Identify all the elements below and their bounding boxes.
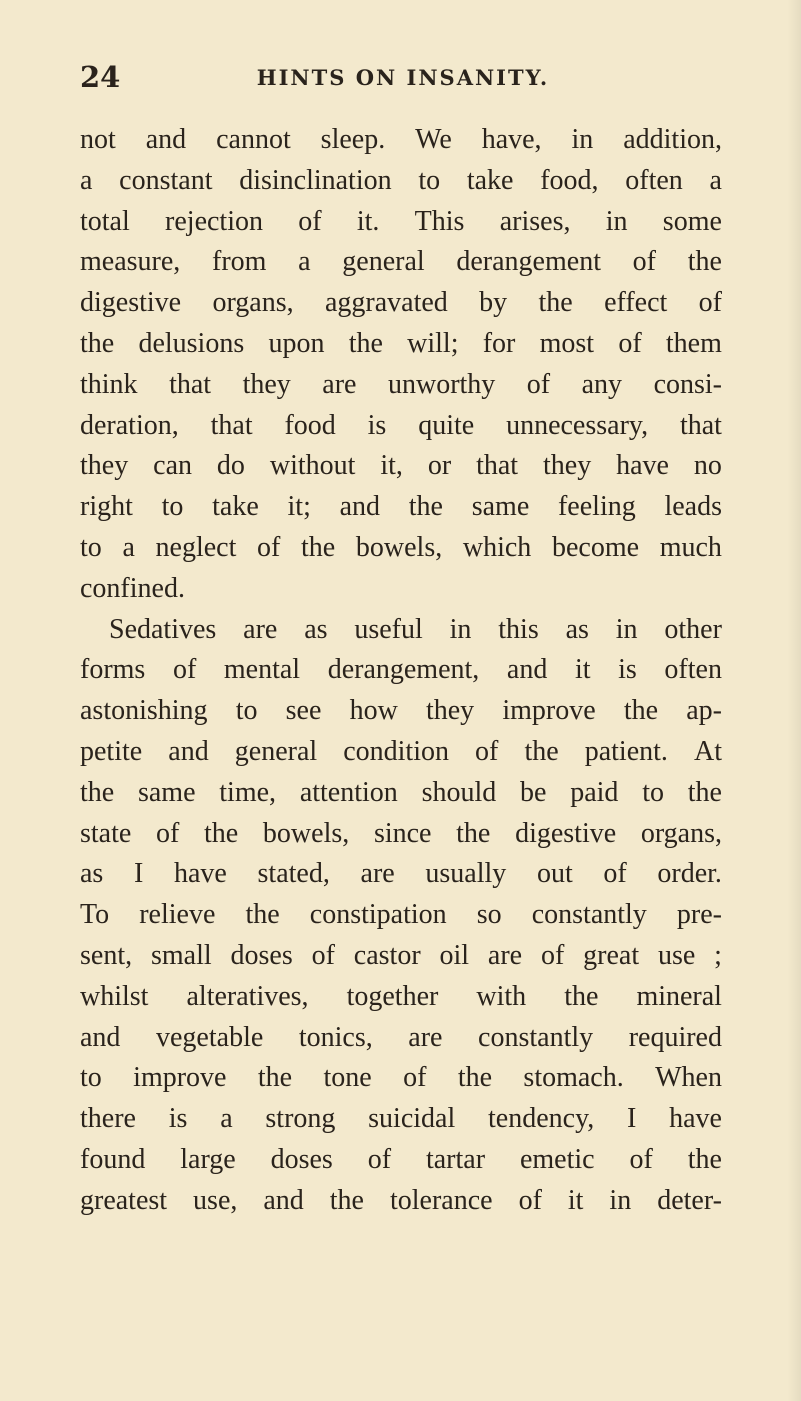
text-word: derangement, xyxy=(327,654,480,686)
text-word: or xyxy=(427,450,452,482)
text-word: and xyxy=(145,124,187,155)
text-line xyxy=(80,528,722,569)
text-word: the xyxy=(80,327,115,359)
text-word: of xyxy=(156,817,180,849)
text-word: of xyxy=(403,1062,427,1094)
text-word: any xyxy=(581,368,623,400)
text-word: which xyxy=(462,531,532,563)
text-word: I xyxy=(134,858,144,890)
text-line xyxy=(80,1181,722,1222)
text-word: of xyxy=(367,1143,392,1175)
text-word: Sedatives xyxy=(109,613,217,645)
text-word: of xyxy=(526,368,551,400)
text-word: they xyxy=(425,695,475,727)
text-word: food xyxy=(284,409,336,441)
text-word: strong xyxy=(265,1103,336,1135)
text-word: a xyxy=(220,1103,233,1135)
text-word: tone xyxy=(323,1062,372,1094)
running-head-title: HINTS ON INSANITY. xyxy=(256,65,550,90)
text-word: of xyxy=(618,327,642,359)
text-word: ; xyxy=(714,939,722,971)
text-word: that xyxy=(169,368,212,400)
text-line xyxy=(80,242,722,283)
text-word: a xyxy=(709,164,722,196)
text-word: oil xyxy=(439,939,470,971)
text-word: leads xyxy=(664,491,722,523)
text-word: and xyxy=(168,735,209,767)
text-word: stated, xyxy=(257,858,330,890)
text-word: that xyxy=(210,409,253,441)
text-line xyxy=(80,446,722,487)
text-word: they xyxy=(242,368,291,400)
text-word: constipation xyxy=(309,899,447,931)
text-word: a xyxy=(122,531,135,563)
text-word: of xyxy=(540,939,565,971)
text-word: doses xyxy=(230,939,293,971)
text-word: use xyxy=(657,939,696,971)
text-word: At xyxy=(693,735,722,767)
text-word: the xyxy=(564,980,599,1012)
text-word: by xyxy=(479,287,508,319)
text-word: with xyxy=(476,980,527,1012)
body-text xyxy=(80,120,722,1222)
text-word: of xyxy=(518,1184,542,1216)
text-word: the xyxy=(245,899,280,931)
text-word: the xyxy=(687,246,722,278)
text-word: food, xyxy=(540,164,599,196)
text-word: this xyxy=(498,613,539,645)
text-word: of xyxy=(698,287,722,319)
text-word: to xyxy=(80,1062,102,1094)
text-line xyxy=(80,1018,722,1059)
text-word: in xyxy=(571,124,594,155)
text-word: neglect xyxy=(155,531,237,563)
text-word: mineral xyxy=(636,980,722,1012)
text-word: other xyxy=(664,613,722,645)
text-word: deter- xyxy=(657,1184,722,1216)
running-head xyxy=(80,60,730,96)
text-word: most xyxy=(539,327,595,359)
text-word: be xyxy=(520,776,547,808)
text-word: sent, xyxy=(80,939,133,971)
text-line xyxy=(80,1058,722,1099)
text-word: of xyxy=(298,205,322,237)
text-line xyxy=(80,1099,722,1140)
text-word: think xyxy=(80,368,138,400)
text-word: from xyxy=(212,246,267,278)
text-word: the xyxy=(257,1062,293,1094)
text-word: the xyxy=(204,817,239,849)
text-line xyxy=(80,283,722,324)
text-word: should xyxy=(421,776,497,808)
text-word: general xyxy=(234,735,318,767)
text-word: it xyxy=(567,1184,584,1216)
text-word: use, xyxy=(193,1184,238,1216)
text-word: and xyxy=(339,491,381,523)
text-word: and xyxy=(506,654,548,686)
text-word: in xyxy=(605,205,628,237)
text-word: the xyxy=(687,1143,722,1175)
text-word: pre- xyxy=(676,899,722,931)
text-word: they xyxy=(542,450,592,482)
text-word: it. xyxy=(356,205,380,237)
text-word: greatest xyxy=(80,1184,168,1216)
text-word: organs, xyxy=(640,817,722,849)
text-line xyxy=(80,324,722,365)
text-word: bowels, xyxy=(355,531,443,563)
text-word: deration, xyxy=(80,409,179,441)
text-word: arises, xyxy=(499,205,571,237)
text-word: the xyxy=(538,287,573,319)
text-word: have xyxy=(174,858,227,890)
text-word: for xyxy=(482,327,516,359)
text-line xyxy=(80,895,722,936)
text-line xyxy=(80,773,722,814)
text-word: a xyxy=(298,246,311,278)
text-word: mental xyxy=(223,654,301,686)
text-word: right xyxy=(80,491,133,523)
text-word: the xyxy=(687,776,722,808)
text-line xyxy=(80,487,722,528)
text-word: how xyxy=(349,695,398,727)
text-word: without xyxy=(269,450,356,482)
text-word: alteratives, xyxy=(186,980,309,1012)
text-word: a xyxy=(80,164,93,196)
text-word: together xyxy=(346,980,439,1012)
text-word: it xyxy=(574,654,591,686)
text-word: the xyxy=(457,1062,493,1094)
text-word: total xyxy=(80,205,130,237)
text-word: of xyxy=(603,858,627,890)
text-word: it, xyxy=(380,450,403,482)
text-word: often xyxy=(625,164,683,196)
text-word: stomach. xyxy=(523,1062,624,1094)
text-word: whilst xyxy=(80,980,149,1012)
text-word: tendency, xyxy=(488,1103,595,1135)
text-word: great xyxy=(583,939,640,971)
text-word: are xyxy=(322,368,357,400)
text-word: order. xyxy=(657,858,722,890)
text-word: constantly xyxy=(478,1021,594,1053)
text-word: consi- xyxy=(653,368,722,400)
text-word: no xyxy=(693,450,722,482)
text-word: the xyxy=(524,735,559,767)
text-line xyxy=(80,161,722,202)
text-word: doses xyxy=(270,1143,333,1175)
text-word: paid xyxy=(570,776,619,808)
text-word: unworthy xyxy=(387,368,496,400)
text-word: to xyxy=(80,531,102,563)
text-word: out xyxy=(536,858,573,890)
text-word: usually xyxy=(425,858,507,890)
text-word: is xyxy=(367,409,387,441)
text-word: cannot xyxy=(216,124,291,155)
text-word: measure, xyxy=(80,246,181,278)
text-word: that xyxy=(476,450,519,482)
text-word: of xyxy=(257,531,281,563)
text-word: patient. xyxy=(584,735,668,767)
text-line xyxy=(80,854,722,895)
text-word: tartar xyxy=(425,1143,486,1175)
text-word: ap- xyxy=(686,695,722,727)
text-line xyxy=(80,691,722,732)
text-word: the xyxy=(348,327,383,359)
text-word: This xyxy=(414,205,465,237)
text-word: sleep. xyxy=(320,124,386,155)
text-word: can xyxy=(153,450,192,482)
text-line xyxy=(80,936,722,977)
text-word: is xyxy=(618,654,637,686)
text-word: constant xyxy=(119,164,213,196)
text-word: large xyxy=(180,1143,236,1175)
text-word: feeling xyxy=(557,491,636,523)
text-word: the xyxy=(408,491,443,523)
text-word: so xyxy=(476,899,502,931)
text-word: to xyxy=(418,164,441,196)
text-word: When xyxy=(655,1062,722,1094)
text-word: are xyxy=(360,858,395,890)
text-word: rejection xyxy=(165,205,263,237)
text-word: the xyxy=(301,531,336,563)
text-word: to xyxy=(161,491,184,523)
text-word: suicidal xyxy=(368,1103,456,1135)
text-word: the xyxy=(623,695,659,727)
text-line xyxy=(80,365,722,406)
text-word: bowels, xyxy=(262,817,350,849)
text-line xyxy=(80,406,722,447)
text-line xyxy=(80,814,722,855)
text-word: quite xyxy=(418,409,475,441)
text-line xyxy=(80,650,722,691)
text-word: addition, xyxy=(623,124,722,155)
text-word: much xyxy=(659,531,722,563)
text-word: state xyxy=(80,817,132,849)
text-word: the xyxy=(329,1184,364,1216)
text-word: will; xyxy=(407,327,459,359)
text-line xyxy=(80,1140,722,1181)
text-word: petite xyxy=(80,735,143,767)
text-word: have xyxy=(616,450,669,482)
text-word: often xyxy=(664,654,722,686)
text-word: is xyxy=(168,1103,188,1135)
text-word: and xyxy=(80,1021,121,1053)
text-word: as xyxy=(565,613,589,645)
text-line xyxy=(80,202,722,243)
text-word: are xyxy=(243,613,278,645)
text-line xyxy=(80,732,722,773)
text-word: in xyxy=(615,613,638,645)
text-word: digestive xyxy=(80,287,182,319)
text-word: same xyxy=(471,491,530,523)
text-word: found xyxy=(80,1143,146,1175)
text-word: digestive xyxy=(515,817,617,849)
text-word: condition xyxy=(343,735,449,767)
text-word: astonishing xyxy=(80,695,208,727)
text-word: attention xyxy=(299,776,398,808)
text-word: to xyxy=(235,695,258,727)
text-word: have, xyxy=(481,124,542,155)
text-word: vegetable xyxy=(156,1021,264,1053)
text-word: become xyxy=(551,531,640,563)
text-word: I xyxy=(627,1103,637,1135)
text-word: of xyxy=(629,1143,653,1175)
text-word: derangement xyxy=(456,246,601,278)
text-word: disinclination xyxy=(239,164,392,196)
text-line xyxy=(80,610,722,651)
text-word: as xyxy=(80,858,104,890)
text-line xyxy=(80,120,722,161)
text-word: small xyxy=(150,939,212,971)
text-word: To xyxy=(80,899,110,931)
text-word: the xyxy=(456,817,491,849)
text-word: aggravated xyxy=(324,287,448,319)
text-word: of xyxy=(632,246,656,278)
text-word: in xyxy=(609,1184,632,1216)
text-word: same xyxy=(137,776,196,808)
text-line: confined. xyxy=(80,572,185,604)
text-word: constantly xyxy=(531,899,647,931)
text-word: of xyxy=(311,939,335,971)
text-word: the xyxy=(80,776,115,808)
text-word: do xyxy=(216,450,245,482)
page-number: 24 xyxy=(80,60,121,94)
text-word: it; xyxy=(287,491,311,523)
text-word: effect xyxy=(604,287,668,319)
text-word: are xyxy=(408,1021,443,1053)
text-word: have xyxy=(669,1103,722,1135)
text-word: relieve xyxy=(139,899,216,931)
text-line xyxy=(80,977,722,1018)
text-word: that xyxy=(679,409,722,441)
text-word: improve xyxy=(133,1062,227,1094)
text-word: take xyxy=(466,164,514,196)
text-word: to xyxy=(642,776,664,808)
text-word: useful xyxy=(354,613,423,645)
text-word: of xyxy=(172,654,197,686)
text-word: they xyxy=(80,450,129,482)
text-word: take xyxy=(212,491,259,523)
text-word: not xyxy=(80,124,116,155)
text-word: castor xyxy=(353,939,421,971)
text-word: tonics, xyxy=(298,1021,373,1053)
text-word: tolerance xyxy=(389,1184,493,1216)
text-word: organs, xyxy=(212,287,294,319)
text-word: and xyxy=(263,1184,304,1216)
text-word: improve xyxy=(502,695,596,727)
text-word: of xyxy=(475,735,499,767)
text-word: some xyxy=(662,205,722,237)
text-word: forms xyxy=(80,654,146,686)
text-word: are xyxy=(487,939,523,971)
text-word: them xyxy=(665,327,722,359)
text-word: We xyxy=(415,124,452,155)
text-word: since xyxy=(373,817,432,849)
text-word: required xyxy=(628,1021,722,1053)
text-word: emetic xyxy=(519,1143,595,1175)
text-word: general xyxy=(342,246,425,278)
text-word: in xyxy=(449,613,472,645)
text-word: delusions xyxy=(138,327,245,359)
text-word: see xyxy=(285,695,322,727)
text-word: time, xyxy=(219,776,277,808)
text-word: there xyxy=(80,1103,136,1135)
page-edge-shadow xyxy=(787,0,801,1401)
text-word: unnecessary, xyxy=(506,409,649,441)
text-word: upon xyxy=(268,327,325,359)
text-word: as xyxy=(304,613,328,645)
